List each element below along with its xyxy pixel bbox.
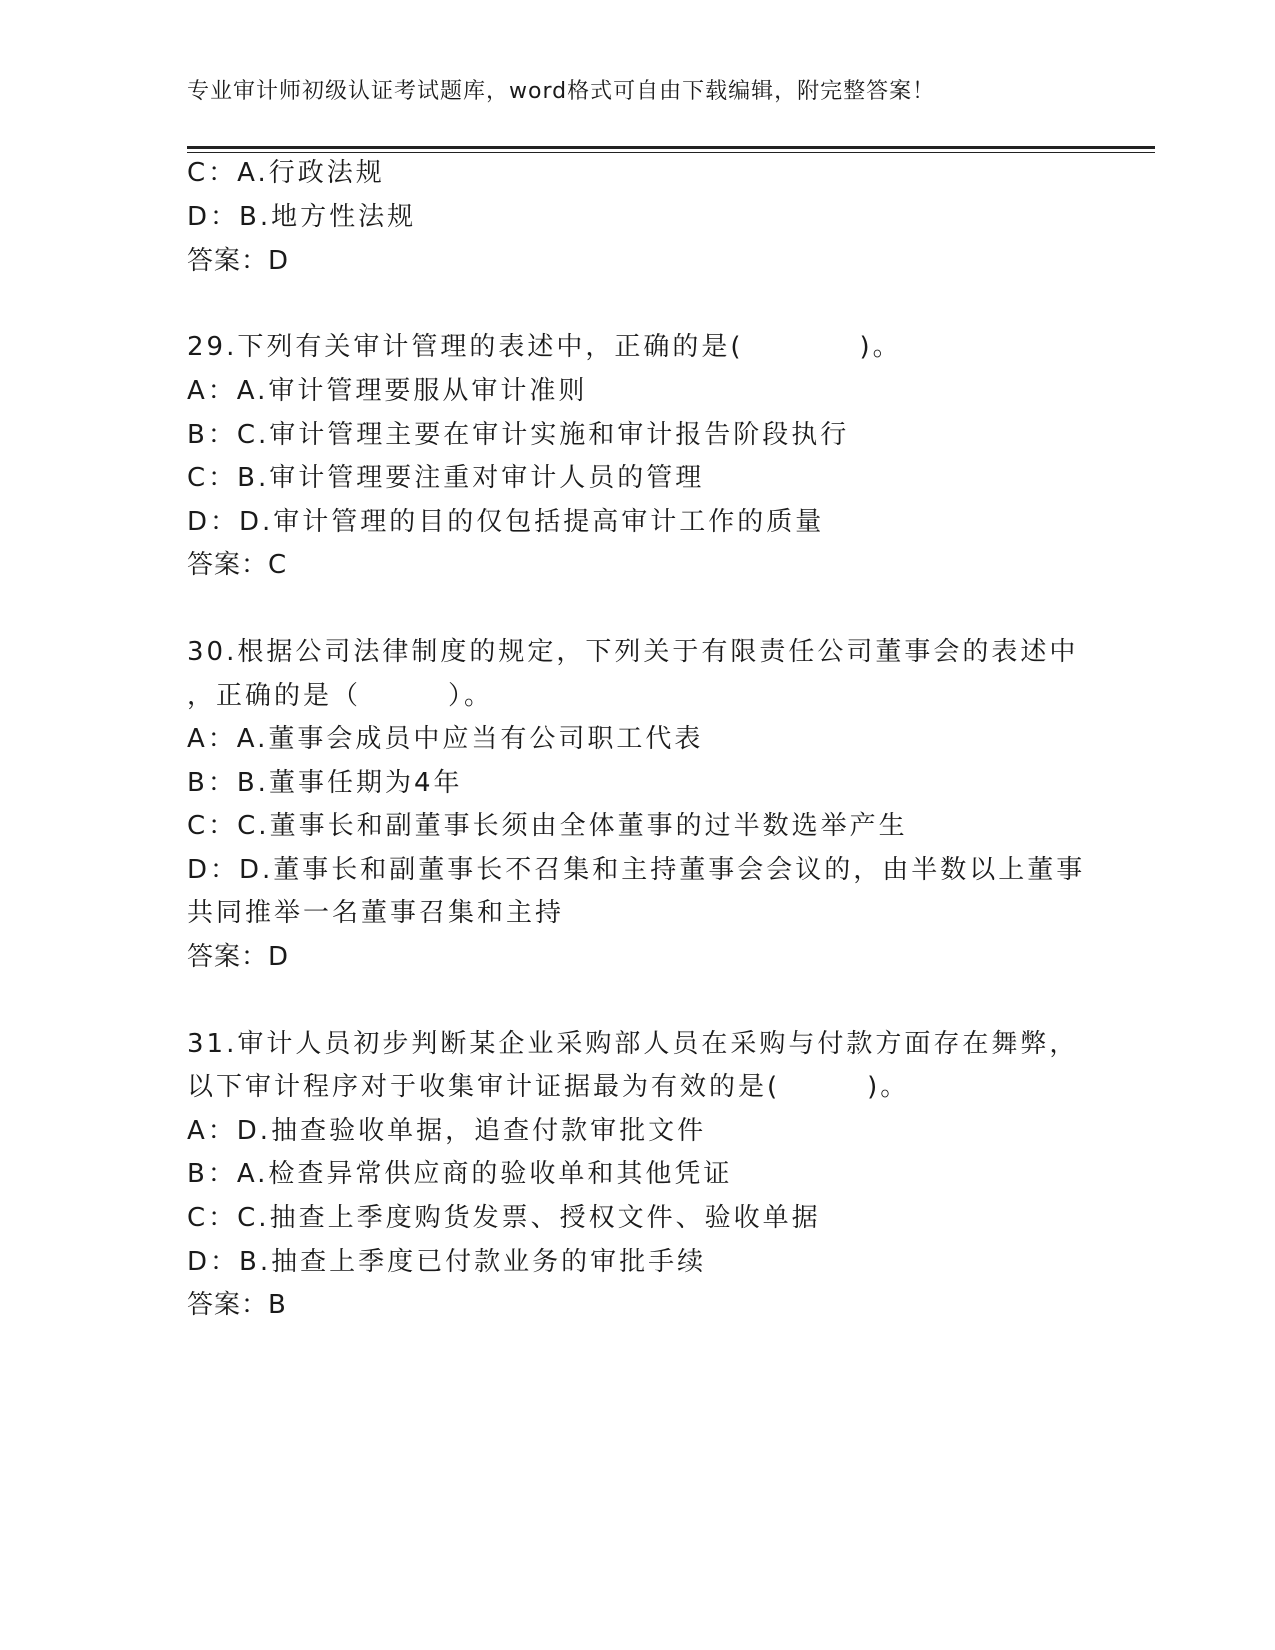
question-28-option-c: C：A.行政法规 — [187, 158, 385, 188]
question-30-stem-line2: ，正确的是（ ）。 — [187, 681, 494, 711]
question-30-stem-line1: 30.根据公司法律制度的规定，下列关于有限责任公司董事会的表述中 — [187, 637, 1079, 667]
question-28-option-d: D：B.地方性法规 — [187, 202, 417, 232]
page-header: 专业审计师初级认证考试题库，word格式可自由下载编辑，附完整答案！ — [187, 79, 936, 104]
question-31-option-a: A：D.抽查验收单据，追查付款审批文件 — [187, 1116, 707, 1146]
question-30-option-a: A：A.董事会成员中应当有公司职工代表 — [187, 724, 704, 754]
question-31-stem-line1: 31.审计人员初步判断某企业采购部人员在采购与付款方面存在舞弊， — [187, 1029, 1079, 1059]
question-31-option-c: C：C.抽查上季度购货发票、授权文件、验收单据 — [187, 1203, 821, 1233]
question-31-option-b: B：A.检查异常供应商的验收单和其他凭证 — [187, 1159, 733, 1189]
question-29-option-d: D：D.审计管理的目的仅包括提高审计工作的质量 — [187, 507, 825, 537]
question-30-option-d-line1: D：D.董事长和副董事长不召集和主持董事会会议的，由半数以上董事 — [187, 855, 1086, 885]
question-30-option-d-line2: 共同推举一名董事召集和主持 — [187, 898, 565, 928]
question-30-option-c: C：C.董事长和副董事长须由全体董事的过半数选举产生 — [187, 811, 908, 841]
question-30-option-b: B：B.董事任期为4年 — [187, 768, 463, 798]
question-29-answer: 答案：C — [187, 550, 288, 580]
question-29-option-c: C：B.审计管理要注重对审计人员的管理 — [187, 463, 705, 493]
question-29-stem: 29.下列有关审计管理的表述中，正确的是( )。 — [187, 332, 902, 362]
question-29-option-a: A：A.审计管理要服从审计准则 — [187, 376, 588, 406]
question-30-answer: 答案：D — [187, 942, 290, 972]
header-rule-thin — [187, 152, 1155, 153]
question-31-stem-line2: 以下审计程序对于收集审计证据最为有效的是( )。 — [187, 1072, 910, 1102]
question-31-option-d: D：B.抽查上季度已付款业务的审批手续 — [187, 1247, 707, 1277]
question-28-answer: 答案：D — [187, 246, 290, 276]
header-rule-thick — [187, 146, 1155, 149]
question-31-answer: 答案：B — [187, 1290, 287, 1320]
question-29-option-b: B：C.审计管理主要在审计实施和审计报告阶段执行 — [187, 420, 850, 450]
